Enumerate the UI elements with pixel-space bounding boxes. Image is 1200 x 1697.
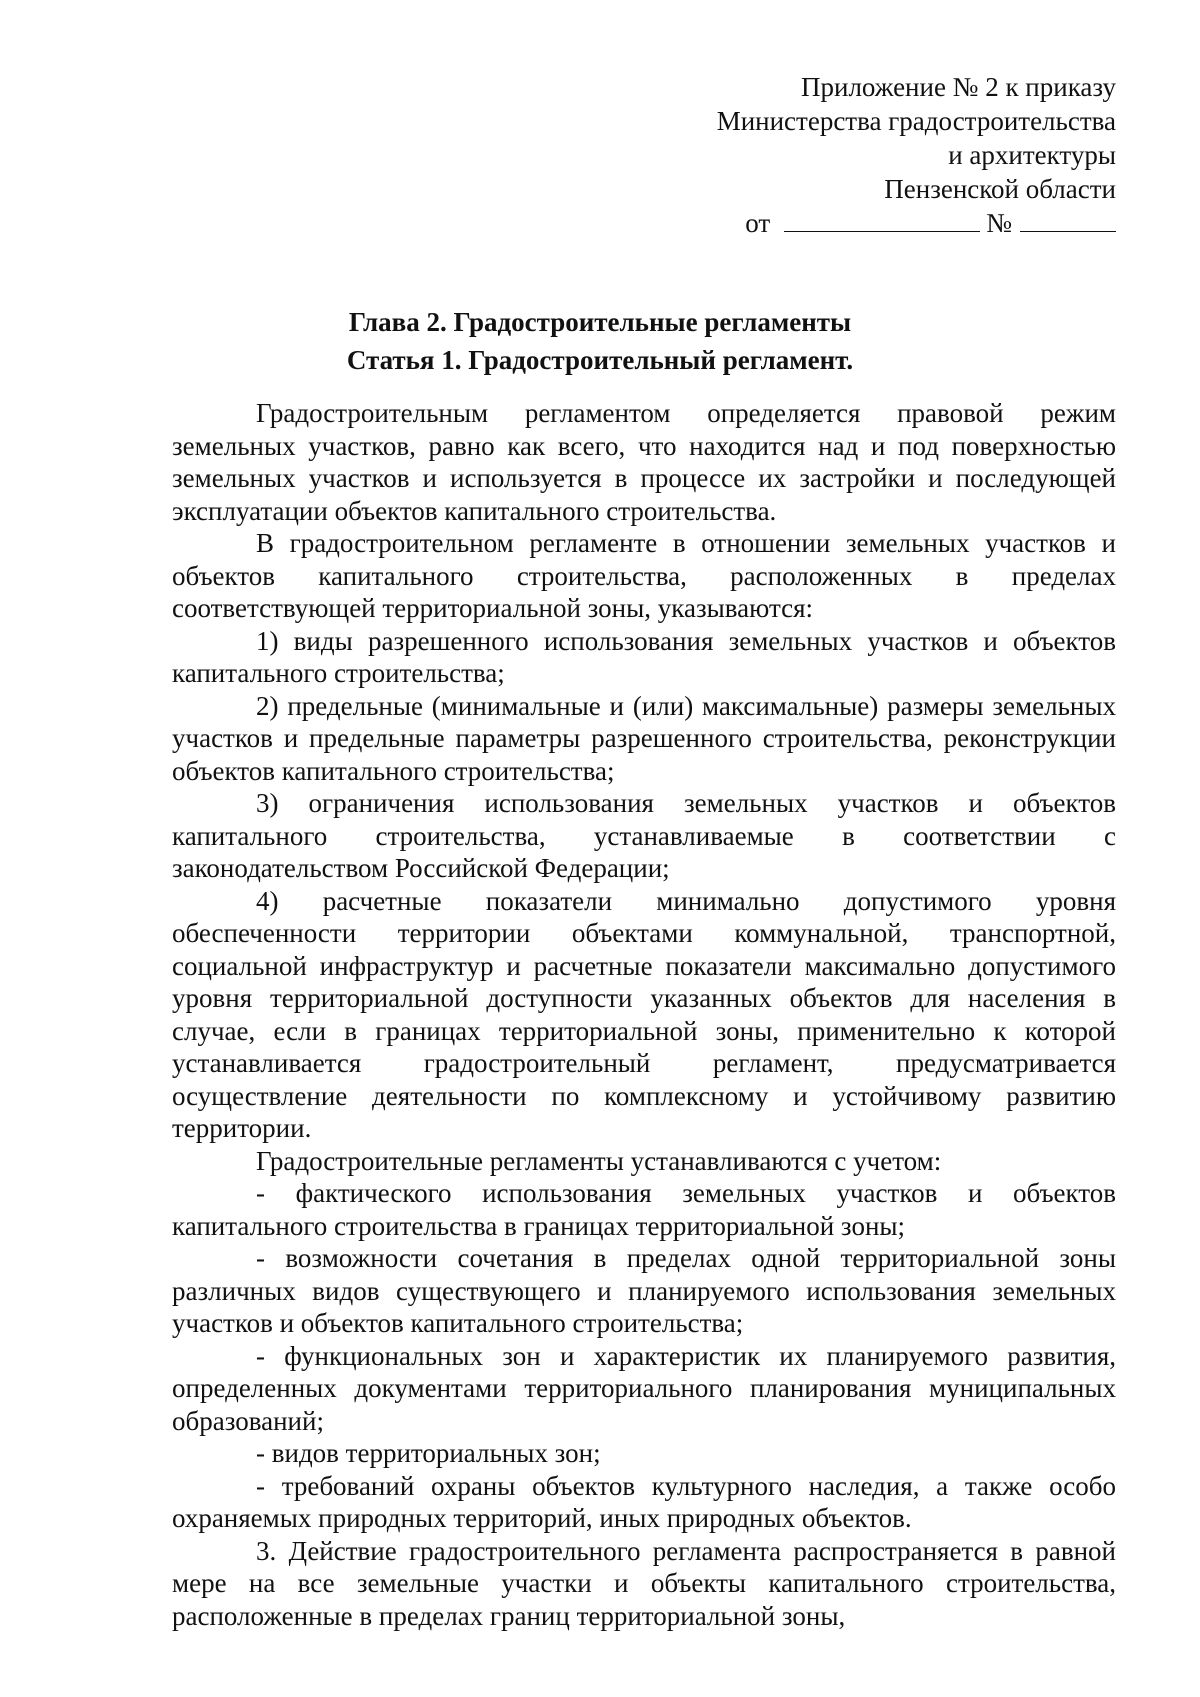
list-item: - фактического использования земельных участков и объектов капитального строительства в границах территориальной зоны;: [172, 1178, 1116, 1241]
article-title: Статья 1. Градостроительный регламент.: [346, 345, 854, 375]
paragraph: Градостроительные регламенты устанавливаются с учетом:: [256, 1145, 942, 1176]
list-item: - функциональных зон и характеристик их планируемого развития, определенных документами территориального планирования муниципальных образований;: [172, 1340, 1116, 1436]
appendix-line-3: и архитектуры: [948, 140, 1116, 170]
paragraph: 3. Действие градостроительного регламента распространяется в равной мере на все земельные участки и объекты капитального строительства, расположенные в пределах границ территориальной зоны,: [172, 1535, 1116, 1631]
appendix-line-1: Приложение № 2 к приказу: [801, 72, 1116, 102]
number-blank-field: [1020, 209, 1116, 232]
body-text: [172, 397, 1116, 1632]
list-item: - требований охраны объектов культурного наследия, а также особо охраняемых природных территорий, иных природных объектов.: [172, 1470, 1116, 1533]
appendix-line-4: Пензенской области: [884, 174, 1116, 204]
list-item: - возможности сочетания в пределах одной территориальной зоны различных видов существующего и планируемого использования земельных участков и объектов капитального строительства;: [172, 1243, 1116, 1338]
chapter-title: Глава 2. Градостроительные регламенты: [348, 307, 852, 337]
paragraph: Градостроительным регламентом определяется правовой режим земельных участков, равно как всего, что находится над и под поверхностью земельных участков и используется в процессе их застройки и последующей эксплуатации объектов капитального строительства.: [172, 398, 1116, 526]
list-item: 1) виды разрешенного использования земельных участков и объектов капитального строительства;: [172, 625, 1116, 688]
section-headings: [0, 303, 1200, 379]
from-label: от: [745, 208, 771, 238]
appendix-header: [717, 70, 1116, 240]
list-item: 3) ограничения использования земельных участков и объектов капитального строительства, устанавливаемые в соответствии с законодательством Российской Федерации;: [172, 788, 1116, 883]
list-item: - видов территориальных зон;: [256, 1438, 601, 1468]
date-blank-field: [784, 209, 980, 232]
appendix-line-2: Министерства градостроительства: [716, 106, 1116, 136]
appendix-date-number-line: [717, 206, 1116, 240]
list-item: 4) расчетные показатели минимально допустимого уровня обеспеченности территории объектами коммунальной, транспортной, социальной инфраструктур и расчетные показатели максимально допустимого уровня территориальной доступности указанных объектов для населения в случае, если в границах территориальной зоны, применительно к которой устанавливается градостроительный регламент, предусматривается осуществление деятельности по комплексному и устойчивому развитию территории.: [172, 885, 1116, 1143]
number-label: №: [986, 208, 1012, 238]
paragraph: В градостроительном регламенте в отношении земельных участков и объектов капитального строительства, расположенных в пределах соответствующей территориальной зоны, указываются:: [172, 528, 1116, 623]
list-item: 2) предельные (минимальные и (или) максимальные) размеры земельных участков и предельные параметры разрешенного строительства, реконструкции объектов капитального строительства;: [172, 690, 1116, 786]
